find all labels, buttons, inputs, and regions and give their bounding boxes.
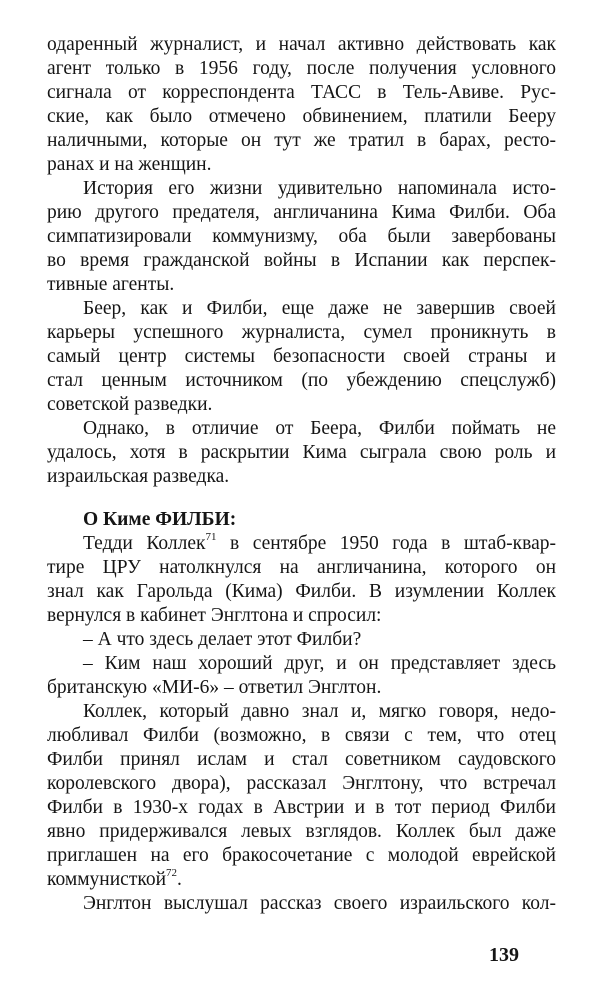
line-text: сигнала от корреспондента ТАСС в Тель-Авиве. Рус- [47, 82, 556, 103]
line-text-after: . [177, 869, 182, 890]
text-line [47, 33, 556, 57]
text-line [47, 345, 556, 369]
text-line [47, 868, 556, 892]
line-text: агент только в 1956 году, после получения условного [47, 58, 556, 79]
line-text: Беер, как и Филби, еще даже не завершив своей [83, 298, 556, 319]
line-text: самый центр системы безопасности своей страны и [47, 346, 556, 367]
text-line [47, 604, 556, 628]
line-text: – А что здесь делает этот Филби? [83, 629, 362, 650]
text-line [47, 369, 556, 393]
paragraph [47, 532, 556, 628]
text-line [47, 417, 556, 441]
paragraph [47, 417, 556, 489]
paragraph [47, 297, 556, 417]
text-line [47, 676, 556, 700]
paragraph [47, 177, 556, 297]
line-text: во время гражданской войны в Испании как перспек- [47, 250, 556, 271]
line-text: ские, как было отмечено обвинением, платили Бееру [47, 106, 556, 127]
text-line [47, 820, 556, 844]
line-text: знал как Гарольда (Кима) Филби. В изумлении Коллек [47, 581, 556, 602]
line-text: израильская разведка. [47, 466, 230, 487]
line-text: стал ценным источником (по убеждению спецслужб) [47, 370, 556, 391]
text-line [47, 532, 556, 556]
line-text: вернулся в кабинет Энглтона и спросил: [47, 605, 382, 626]
text-line [47, 508, 556, 532]
line-text: Энглтон выслушал рассказ своего израильского кол- [83, 893, 556, 914]
line-text: тире ЦРУ натолкнулся на англичанина, которого он [47, 557, 556, 578]
text-line [47, 796, 556, 820]
paragraph [47, 652, 556, 700]
text-line [47, 129, 556, 153]
line-text: – Ким наш хороший друг, и он представляет здесь [83, 653, 556, 674]
paragraph [47, 628, 556, 652]
line-text: О Киме ФИЛБИ: [83, 509, 237, 530]
line-text: удалось, хотя в раскрытии Кима сыграла свою роль и [47, 442, 556, 463]
line-text: ранах и на женщин. [47, 154, 212, 175]
line-text-after: в сентябре 1950 года в штаб-квар- [216, 533, 556, 554]
section-heading [47, 508, 556, 532]
line-text: История его жизни удивительно напоминала исто- [83, 178, 556, 199]
footnote-marker: 72 [166, 868, 178, 879]
text-line [47, 441, 556, 465]
paragraph [47, 892, 556, 916]
text-line [47, 652, 556, 676]
line-text: явно придерживался левых взглядов. Коллек был даже [47, 821, 556, 842]
text-line [47, 772, 556, 796]
text-line [47, 724, 556, 748]
text-line [47, 201, 556, 225]
text-line [47, 177, 556, 201]
text-line [47, 273, 556, 297]
text-line [47, 580, 556, 604]
text-line [47, 297, 556, 321]
text-line [47, 844, 556, 868]
text-line [47, 225, 556, 249]
line-text: одаренный журналист, и начал активно действовать как [47, 34, 556, 55]
line-text: советской разведки. [47, 394, 213, 415]
line-text: любливал Филби (возможно, в связи с тем, что отец [47, 725, 556, 746]
line-text: Коллек, который давно знал и, мягко говоря, недо- [83, 701, 556, 722]
text-line [47, 465, 556, 489]
text-line [47, 556, 556, 580]
line-text: Однако, в отличие от Беера, Филби поймать не [83, 418, 556, 439]
line-text: приглашен на его бракосочетание с молодой еврейской [47, 845, 556, 866]
page-body [47, 33, 556, 916]
text-line [47, 628, 556, 652]
text-line [47, 321, 556, 345]
text-line [47, 81, 556, 105]
page-number: 139 [489, 944, 519, 966]
footnote-marker: 71 [205, 532, 217, 543]
line-text: рию другого предателя, англичанина Кима Филби. Оба [47, 202, 556, 223]
text-line [47, 892, 556, 916]
text-line [47, 748, 556, 772]
line-text: тивные агенты. [47, 274, 175, 295]
text-line [47, 153, 556, 177]
line-text: Филби в 1930-х годах в Австрии и в тот период Филби [47, 797, 556, 818]
line-text: симпатизировали коммунизму, оба были завербованы [47, 226, 556, 247]
line-text: наличными, которые он тут же тратил в барах, ресто- [47, 130, 556, 151]
line-text: королевского двора), рассказал Энглтону, что встречал [47, 773, 556, 794]
text-line [47, 700, 556, 724]
text-line [47, 105, 556, 129]
text-line [47, 393, 556, 417]
line-text: Филби принял ислам и стал советником саудовского [47, 749, 556, 770]
paragraph [47, 700, 556, 892]
line-text: карьеры успешного журналиста, сумел проникнуть в [47, 322, 556, 343]
text-line [47, 249, 556, 273]
line-text: коммунисткой [47, 869, 167, 890]
line-text: Тедди Коллек [83, 533, 206, 554]
text-line [47, 57, 556, 81]
line-text: британскую «МИ-6» – ответил Энглтон. [47, 677, 382, 698]
paragraph [47, 33, 556, 177]
